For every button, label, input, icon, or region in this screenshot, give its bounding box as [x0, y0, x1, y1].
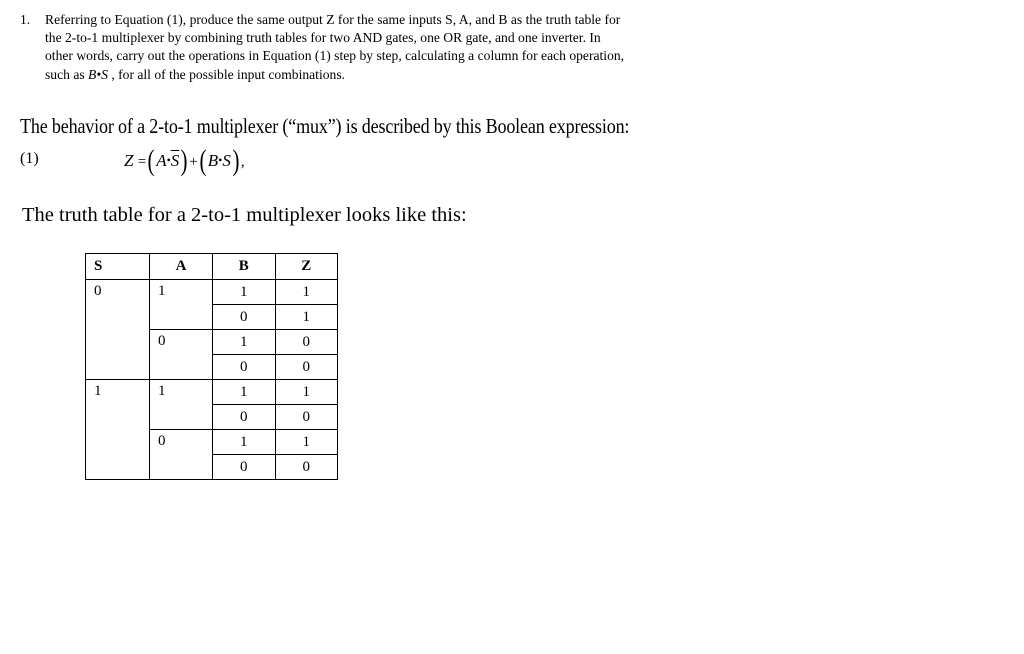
cell-b: 0 [213, 455, 276, 480]
truth-table-caption: The truth table for a 2-to-1 multiplexer looks like this: [22, 204, 467, 226]
equation-label: (1) [20, 150, 39, 167]
eq-trailing-comma: , [240, 154, 245, 170]
cell-b: 1 [213, 430, 276, 455]
header-a: A [150, 254, 213, 280]
header-b: B [213, 254, 276, 280]
cell-z: 1 [275, 280, 338, 305]
header-s: S [86, 254, 150, 280]
eq-dot-1: • [166, 153, 171, 167]
truth-table [85, 253, 338, 480]
cell-b: 1 [213, 330, 276, 355]
behavior-description: The behavior of a 2-to-1 multiplexer (“mux”) is described by this Boolean expression: [20, 114, 630, 138]
cell-z: 0 [275, 455, 338, 480]
cell-a: 1 [150, 380, 213, 430]
table-row [86, 280, 338, 305]
eq-plus: + [189, 154, 198, 170]
cell-s: 0 [86, 280, 150, 380]
question-text: Referring to Equation (1), produce the same output Z for the same inputs S, A, and B as the truth table for the 2-to-1 multiplexer by combining truth tables for two AND gates, one OR gate, and one inverter. In other words, carry out the operations in Equation (1) step by step, calculating a column for each operation, such as B•S , for all of the possible input combinations. [45, 12, 625, 82]
table-header-row [86, 254, 338, 280]
cell-z: 1 [275, 305, 338, 330]
eq-lhs: Z [124, 151, 134, 170]
question-number: 1. [20, 12, 31, 27]
eq-rparen-1: ) [180, 144, 188, 177]
cell-a: 1 [150, 280, 213, 330]
cell-b: 0 [213, 355, 276, 380]
cell-b: 0 [213, 405, 276, 430]
boolean-equation [124, 140, 245, 177]
cell-b: 0 [213, 305, 276, 330]
cell-z: 1 [275, 430, 338, 455]
cell-z: 1 [275, 380, 338, 405]
table-row [86, 380, 338, 405]
eq-lparen-1: ( [147, 144, 155, 177]
eq-term1-s-not: $\overline{S}$ [170, 151, 180, 170]
header-z: Z [275, 254, 338, 280]
eq-equals: = [137, 154, 147, 170]
cell-z: 0 [275, 405, 338, 430]
eq-term2-b: B [207, 151, 219, 170]
eq-dot-2: • [218, 153, 223, 167]
eq-lparen-2: ( [199, 144, 207, 177]
eq-term2-s: S [222, 151, 231, 170]
cell-z: 0 [275, 355, 338, 380]
cell-a: 0 [150, 330, 213, 380]
eq-rparen-2: ) [232, 144, 240, 177]
inline-expression: B•S [88, 66, 108, 82]
cell-b: 1 [213, 280, 276, 305]
cell-b: 1 [213, 380, 276, 405]
cell-z: 0 [275, 330, 338, 355]
eq-term1-a: A [156, 151, 167, 170]
cell-s: 1 [86, 380, 150, 480]
cell-a: 0 [150, 430, 213, 480]
